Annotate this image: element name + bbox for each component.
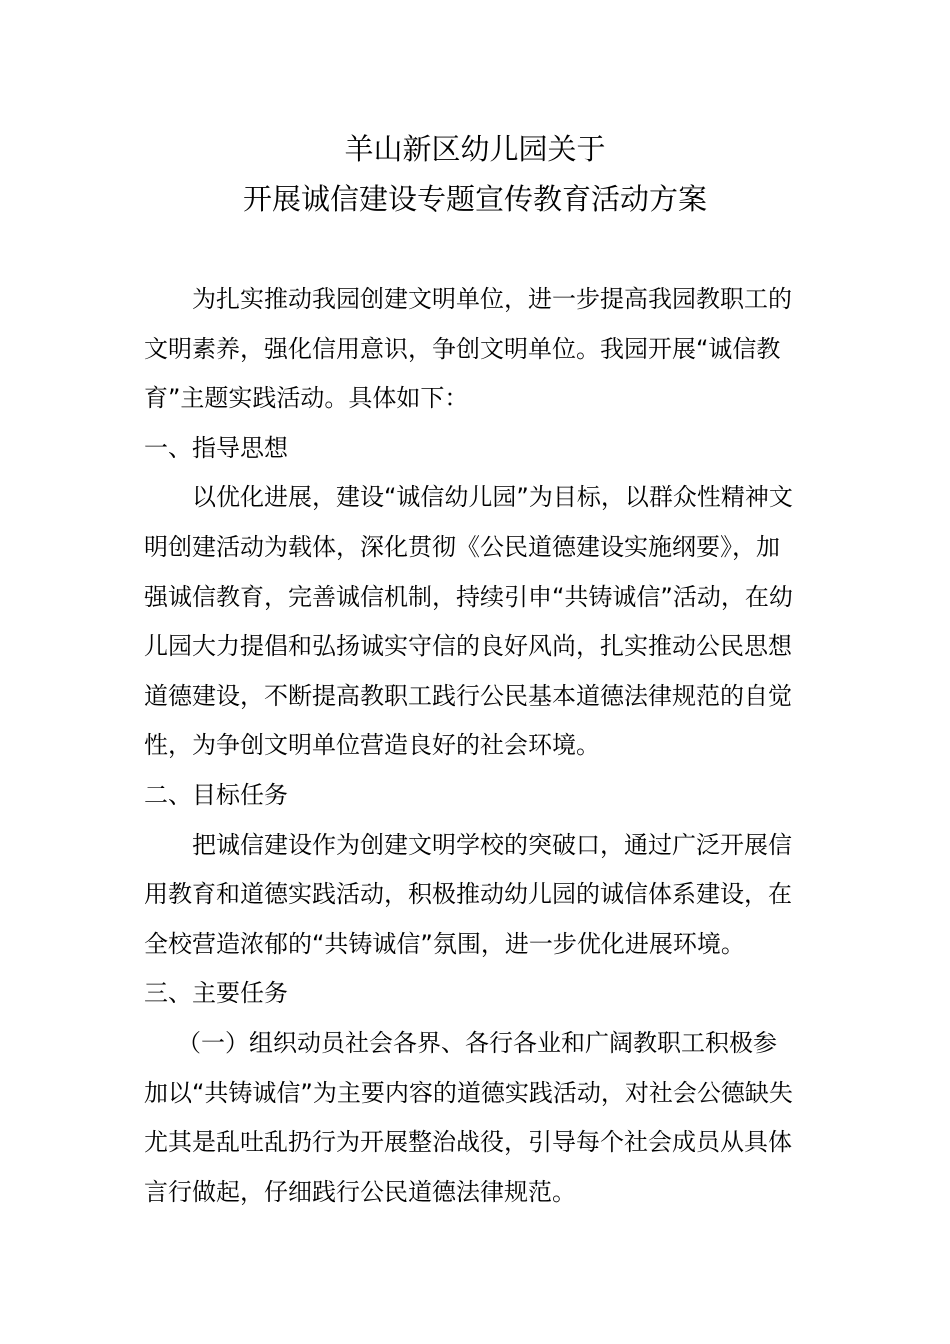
section-heading-main-tasks: 三、主要任务 <box>144 979 288 1008</box>
objectives-paragraph: 把诚信建设作为创建文明学校的突破口，通过广泛开展信用教育和道德实践活动，积极推动幼儿园的诚信体系建设，在全校营造浓郁的“共铸诚信”氛围，进一步优化进展环境。 <box>144 830 792 958</box>
section-heading-objectives: 二、目标任务 <box>144 780 288 809</box>
intro-paragraph: 为扎实推动我园创建文明单位，进一步提高我园教职工的文明素养，强化信用意识，争创文明单位。我园开展“诚信教育”主题实践活动。具体如下： <box>144 285 792 413</box>
document-title-line-1: 羊山新区幼儿园关于 <box>344 132 606 166</box>
section-heading-guiding-thought: 一、指导思想 <box>144 433 288 462</box>
main-task-item-1: （一）组织动员社会各界、各行各业和广阔教职工积极参加以“共铸诚信”为主要内容的道德实践活动，对社会公德缺失尤其是乱吐乱扔行为开展整治战役，引导每个社会成员从具体言行做起，仔细践行公民道德法律规范。 <box>144 1028 793 1206</box>
document-title-line-2: 开展诚信建设专题宣传教育活动方案 <box>242 182 707 216</box>
guiding-thought-paragraph: 以优化进展，建设“诚信幼儿园”为目标，以群众性精神文明创建活动为载体，深化贯彻《公民道德建设实施纲要》，加强诚信教育，完善诚信机制，持续引申“共铸诚信”活动，在幼儿园大力提倡和弘扬诚实守信的良好风尚，扎实推动公民思想道德建设，不断提高教职工践行公民基本道德法律规范的自觉性，为争创文明单位营造良好的社会环境。 <box>144 483 793 760</box>
document-body <box>144 275 794 1217</box>
